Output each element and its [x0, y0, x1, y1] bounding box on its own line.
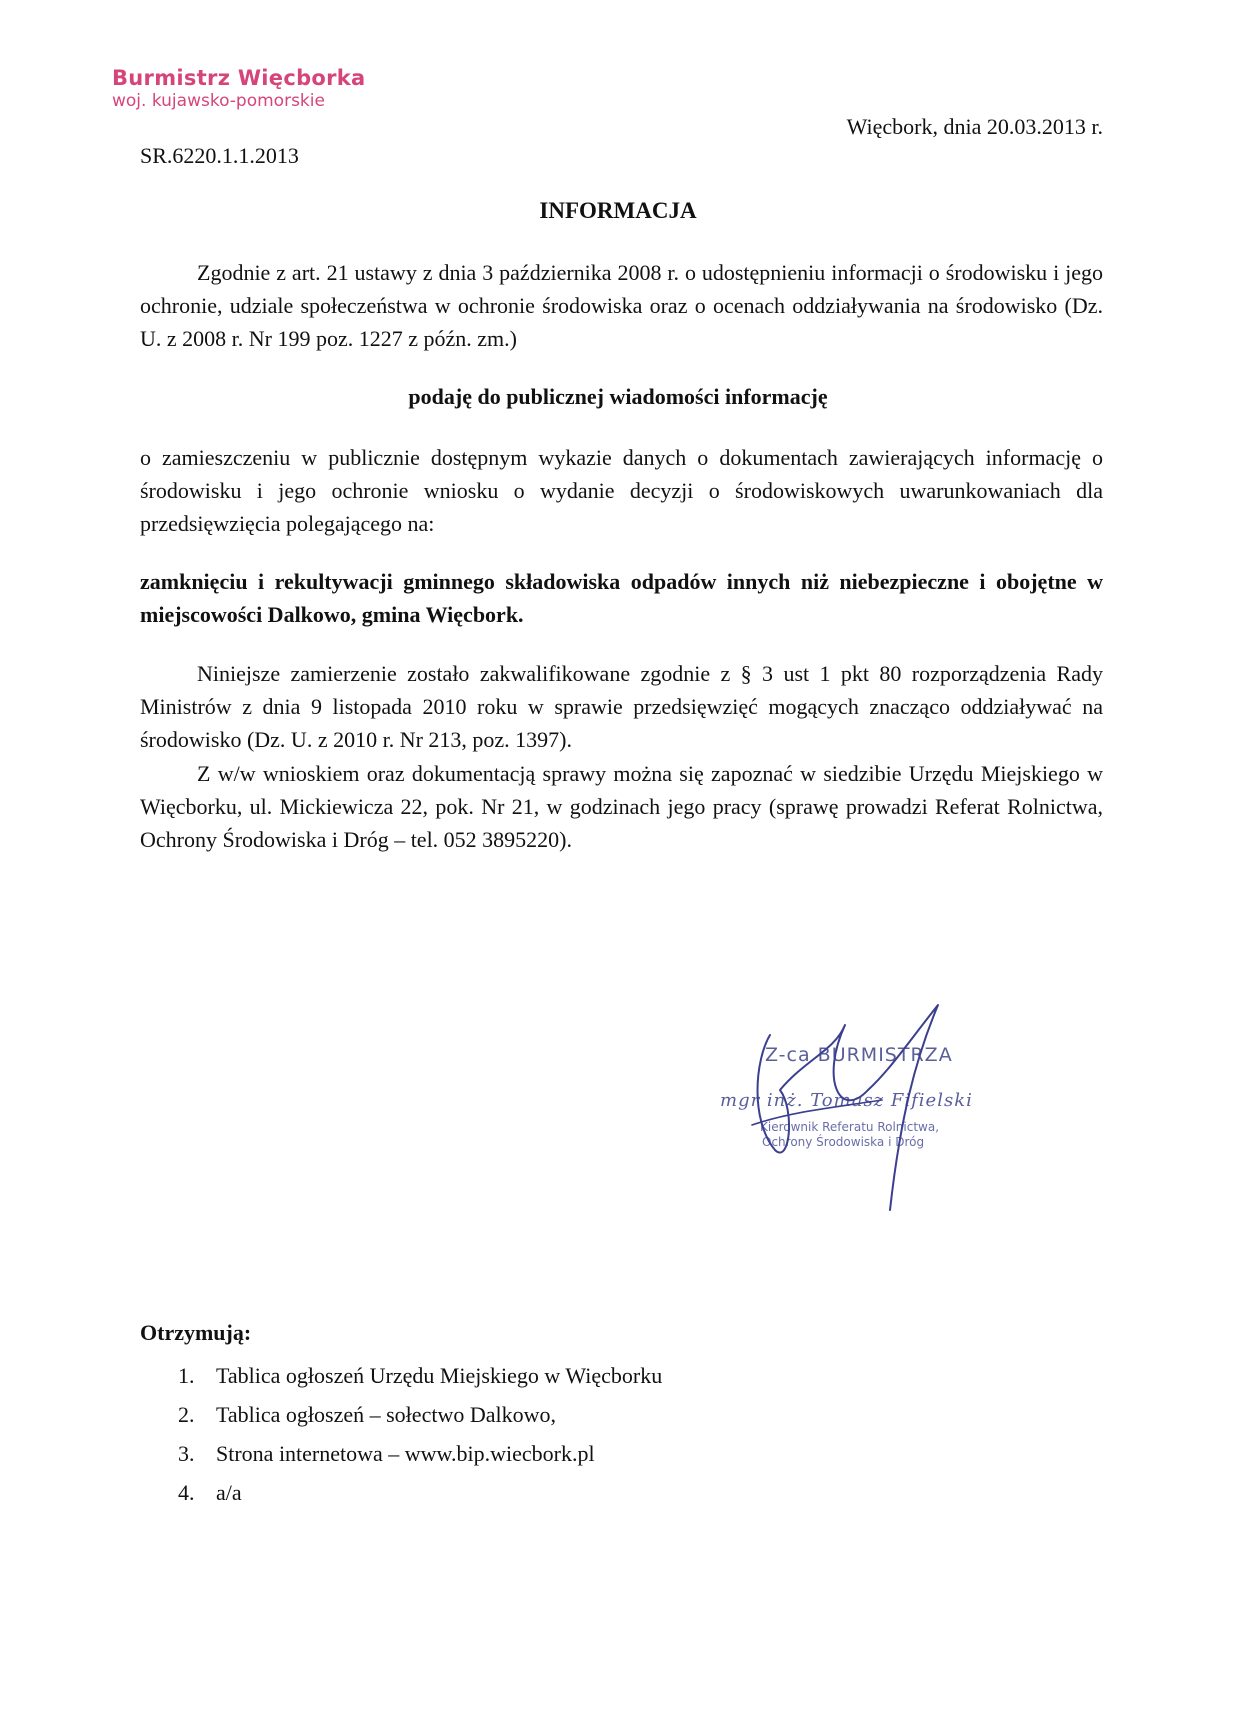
stamp-department: Ochrony Środowiska i Dróg [762, 1135, 925, 1149]
list-item: 4. a/a [178, 1480, 242, 1505]
stamp-position: Kierownik Referatu Rolnictwa, [760, 1120, 940, 1134]
stamp-title: Burmistrz Więcborka [112, 66, 366, 90]
place-and-date: Więcbork, dnia 20.03.2013 r. [846, 114, 1103, 139]
reference-number: SR.6220.1.1.2013 [140, 143, 299, 168]
stamp-role: Z-ca BURMISTRZA [765, 1044, 953, 1066]
subject-paragraph: o zamieszczeniu w publicznie dostępnym wykazie danych o dokumentach zawierających informację o środowisku i jego ochronie wniosku o wydanie decyzji o środowiskowych uwarunkowaniach dla przedsięwzięcia polegającego na: [140, 445, 1103, 536]
stamp-region: woj. kujawsko-pomorskie [112, 91, 325, 112]
announcement-line: podaję do publicznej wiadomości informację [408, 384, 828, 409]
intro-paragraph: Zgodnie z art. 21 ustawy z dnia 3 października 2008 r. o udostępnieniu informacji o środowisku i jego ochronie, udziale społeczeństwa w ochronie środowiska oraz o ocenach oddziaływania na środowisko (Dz. U. z 2008 r. Nr 199 poz. 1227 z późn. zm.) [140, 260, 1103, 351]
recipients-list [178, 1356, 662, 1512]
contact-paragraph: Z w/w wnioskiem oraz dokumentacją sprawy można się zapoznać w siedzibie Urzędu Miejskiego w Więcborku, ul. Mickiewicza 22, pok. Nr 21, w godzinach jego pracy (sprawę prowadzi Referat Rolnictwa, Ochrony Środowiska i Dróg – tel. 052 3895220). [140, 761, 1103, 852]
mayor-header-stamp [112, 66, 366, 112]
project-paragraph: zamknięciu i rekultywacji gminnego składowiska odpadów innych niż niebezpieczne i obojętne w miejscowości Dalkowo, gmina Więcbork. [140, 569, 1103, 627]
classification-paragraph: Niniejsze zamierzenie zostało zakwalifikowane zgodnie z § 3 ust 1 pkt 80 rozporządzenia Rady Ministrów z dnia 9 listopada 2010 roku w sprawie przedsięwzięć mogących znacząco oddziaływać na środowisko (Dz. U. z 2010 r. Nr 213, poz. 1397). [140, 661, 1103, 752]
stamp-name: mgr inż. Tomasz Fifielski [720, 1090, 973, 1111]
list-item: 3. Strona internetowa – www.bip.wiecbork.pl [178, 1441, 595, 1466]
document-title: INFORMACJA [539, 198, 697, 223]
list-item: 1. Tablica ogłoszeń Urzędu Miejskiego w Więcborku [178, 1363, 663, 1388]
recipients-heading: Otrzymują: [140, 1320, 252, 1345]
handwritten-signature [750, 1000, 980, 1220]
list-item: 2. Tablica ogłoszeń – sołectwo Dalkowo, [178, 1402, 556, 1427]
